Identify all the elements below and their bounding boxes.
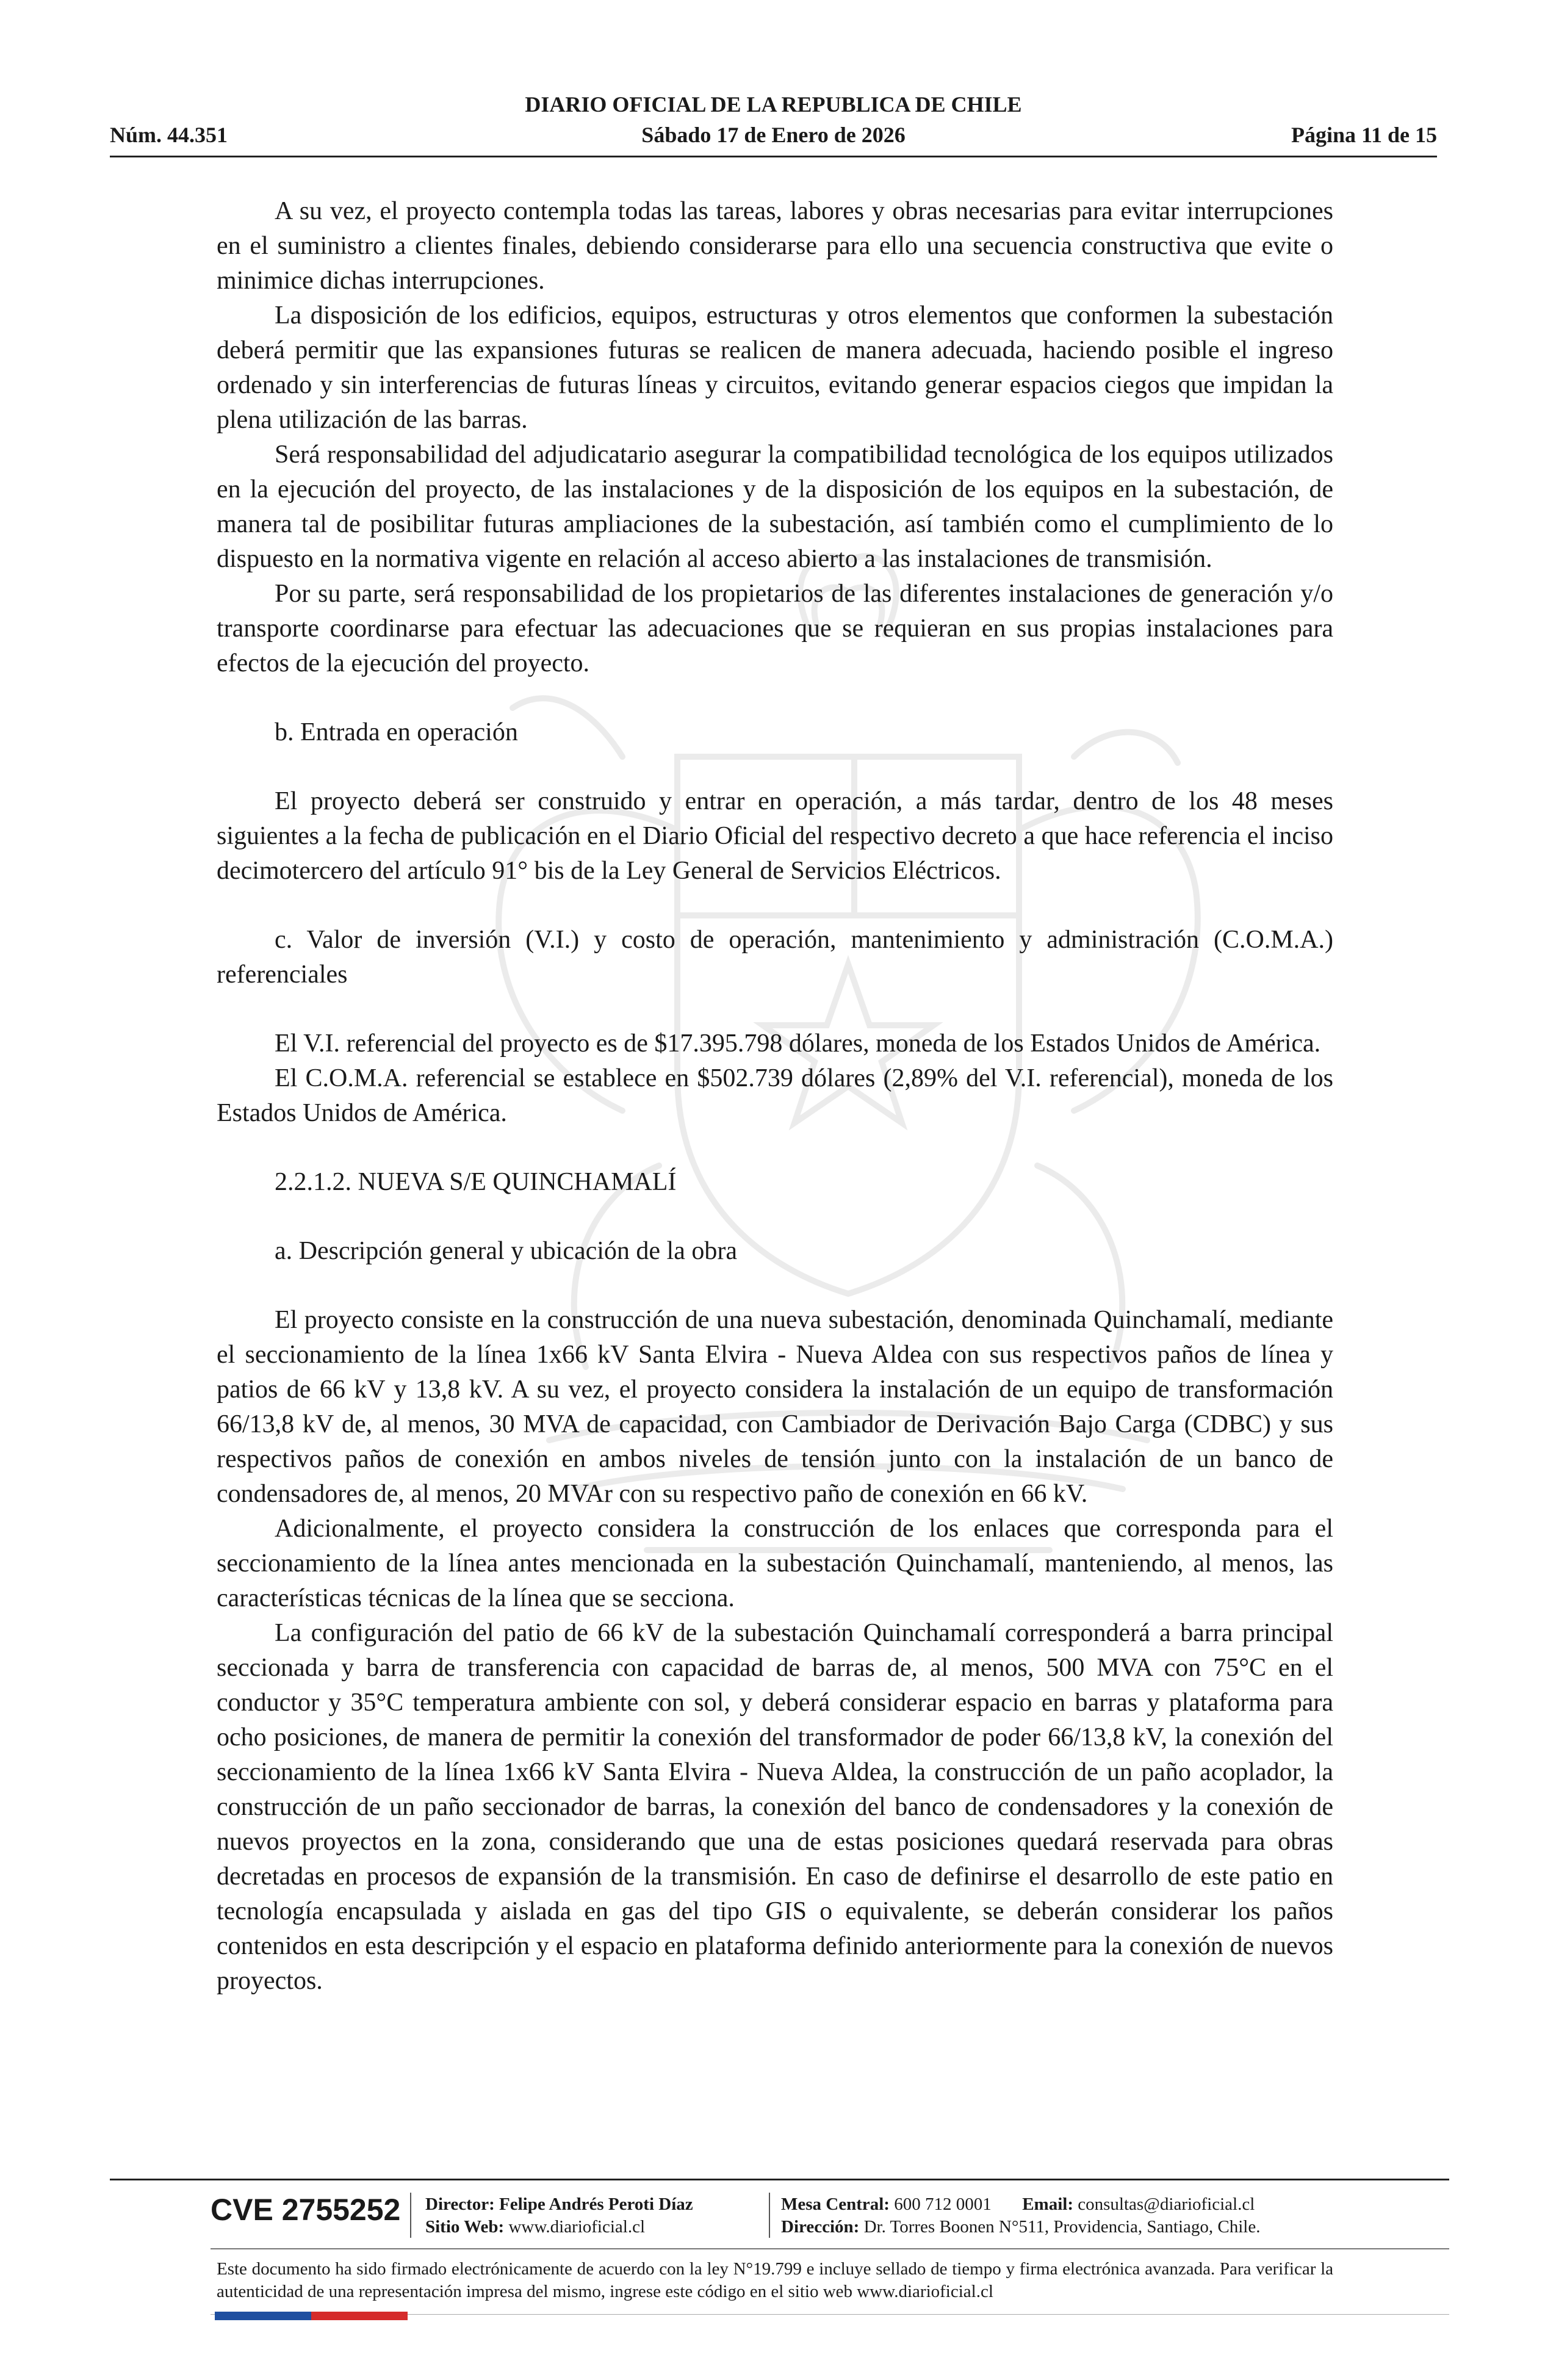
cve-code: CVE 2755252 bbox=[211, 2193, 401, 2227]
phone-label: Mesa Central: bbox=[781, 2194, 890, 2214]
paragraph-owners: Por su parte, será responsabilidad de los propietarios de las diferentes instalaciones de generación y/o transporte coordinarse para efectuar las adecuaciones que se requieran en sus propias instalaciones para efectos de la ejecución del proyecto. bbox=[217, 580, 1333, 677]
address-label: Dirección: bbox=[781, 2217, 860, 2237]
paragraph-66kv-configuration: La configuración del patio de 66 kV de la subestación Quinchamalí corresponderá a barra principal seccionada y barra de transferencia con capacidad de barras de, al menos, 500 MVA con 75°C en el conductor y 35°C temperatura ambiente con sol, y deberá considerar espacio en barras y plataforma para ocho posiciones, de manera de permitir la conexión del transformador de poder 66/13,8 kV, la conexión del seccionamiento de la línea 1x66 kV Santa Elvira - Nueva Aldea, la construcción de un paño acoplador, la construcción de un paño seccionador de barras, la conexión del banco de condensadores y la conexión de nuevos proyectos en la zona, considerando que una de estas posiciones quedará reservada para obras decretadas en procesos de expansión de la transmisión. En caso de definirse el desarrollo de este patio en tecnología encapsulada y aislada en gas del tipo GIS o equivalente, se deberán considerar los paños contenidos en esta descripción y el espacio en plataforma definido anteriormente para la conexión de nuevos proyectos. bbox=[217, 1619, 1333, 1995]
footer-separator bbox=[769, 2193, 770, 2238]
email-link[interactable]: consultas@diarioficial.cl bbox=[1078, 2194, 1255, 2214]
issue-date: Sábado 17 de Enero de 2026 bbox=[641, 123, 906, 147]
heading-section-quinchamali: 2.2.1.2. NUEVA S/E QUINCHAMALÍ bbox=[275, 1168, 677, 1196]
footer-divider-middle bbox=[211, 2248, 1449, 2249]
address-line bbox=[781, 2216, 1260, 2238]
flag-red-segment bbox=[311, 2312, 408, 2320]
director-label: Director: bbox=[425, 2194, 495, 2214]
heading-descripcion-general: a. Descripción general y ubicación de la obra bbox=[275, 1237, 737, 1265]
director-line bbox=[425, 2193, 693, 2215]
newspaper-title: DIARIO OFICIAL DE LA REPUBLICA DE CHILE bbox=[525, 92, 1022, 117]
legal-notice: Este documento ha sido firmado electrónicamente de acuerdo con la ley N°19.799 e incluye sellado de tiempo y firma electrónica avanzada. Para verificar la autenticidad de una representación impresa del mismo, ingrese este código en el sitio web www.diarioficial.cl bbox=[217, 2259, 1333, 2301]
paragraph-operation-deadline: El proyecto deberá ser construido y entrar en operación, a más tardar, dentro de los 48 meses siguientes a la fecha de publicación en el Diario Oficial del respectivo decreto a que hace referencia el inciso decimotercero del artículo 91° bis de la Ley General de Servicios Eléctricos. bbox=[217, 787, 1333, 885]
footer-divider-top bbox=[110, 2179, 1449, 2180]
website-line bbox=[425, 2216, 645, 2238]
director-name: Felipe Andrés Peroti Díaz bbox=[499, 2194, 693, 2214]
flag-color-bar bbox=[215, 2312, 408, 2320]
flag-blue-segment bbox=[215, 2312, 311, 2320]
email-label: Email: bbox=[1022, 2194, 1073, 2214]
paragraph-compatibility: Será responsabilidad del adjudicatario asegurar la compatibilidad tecnológica de los equipos utilizados en la ejecución del proyecto, de las instalaciones y de la disposición de los equipos en la subestación, de manera tal de posibilitar futuras ampliaciones de la subestación, así también como el cumplimiento de lo dispuesto en la normativa vigente en relación al acceso abierto a las instalaciones de transmisión. bbox=[217, 441, 1333, 573]
website-label: Sitio Web: bbox=[425, 2217, 505, 2237]
paragraph-project-description: El proyecto consiste en la construcción de una nueva subestación, denominada Quinchamalí, mediante el seccionamiento de la línea 1x66 kV Santa Elvira - Nueva Aldea con sus respectivos paños de línea y patios de 66 kV y 13,8 kV. A su vez, el proyecto considera la instalación de un equipo de transformación 66/13,8 kV de, al menos, 30 MVA de capacidad, con Cambiador de Derivación Bajo Carga (CDBC) y sus respectivos paños de conexión en ambos niveles de tensión junto con la instalación de un banco de condensadores de, al menos, 20 MVAr con su respectivo paño de conexión en 66 kV. bbox=[217, 1306, 1333, 1508]
paragraph-vi: El V.I. referencial del proyecto es de $17.395.798 dólares, moneda de los Estados Unidos de América. bbox=[275, 1030, 1321, 1058]
heading-entrada-operacion: b. Entrada en operación bbox=[275, 718, 518, 746]
paragraph-links: Adicionalmente, el proyecto considera la construcción de los enlaces que corresponda para el seccionamiento de la línea antes mencionada en la subestación Quinchamalí, manteniendo, al menos, las características técnicas de la línea que se secciona. bbox=[217, 1515, 1333, 1612]
paragraph-building-layout: La disposición de los edificios, equipos, estructuras y otros elementos que conformen la subestación deberá permitir que las expansiones futuras se realicen de manera adecuada, haciendo posible el ingreso ordenado y sin interferencias de futuras líneas y circuitos, evitando generar espacios ciegos que impidan la plena utilización de las barras. bbox=[217, 301, 1333, 434]
phone-number: 600 712 0001 bbox=[894, 2194, 992, 2214]
footer-separator bbox=[410, 2193, 411, 2238]
paragraph-coma: El C.O.M.A. referencial se establece en $502.739 dólares (2,89% del V.I. referencial), moneda de los Estados Unidos de América. bbox=[217, 1064, 1333, 1127]
issue-number: Núm. 44.351 bbox=[110, 123, 228, 147]
page-header bbox=[110, 92, 1437, 159]
contact-line bbox=[781, 2193, 1255, 2215]
paragraph-interruptions: A su vez, el proyecto contempla todas las tareas, labores y obras necesarias para evitar interrupciones en el suministro a clientes finales, debiendo considerarse para ello una secuencia constructiva que evite o minimice dichas interrupciones. bbox=[217, 197, 1333, 295]
heading-valor-inversion: c. Valor de inversión (V.I.) y costo de operación, mantenimiento y administración (C.O.M.A.) referenciales bbox=[217, 926, 1333, 989]
document-body bbox=[217, 194, 1333, 1999]
header-divider bbox=[110, 156, 1437, 157]
address-value: Dr. Torres Boonen N°511, Providencia, Santiago, Chile. bbox=[863, 2217, 1261, 2237]
website-link[interactable]: www.diarioficial.cl bbox=[508, 2217, 646, 2237]
page-number: Página 11 de 15 bbox=[1291, 123, 1437, 147]
